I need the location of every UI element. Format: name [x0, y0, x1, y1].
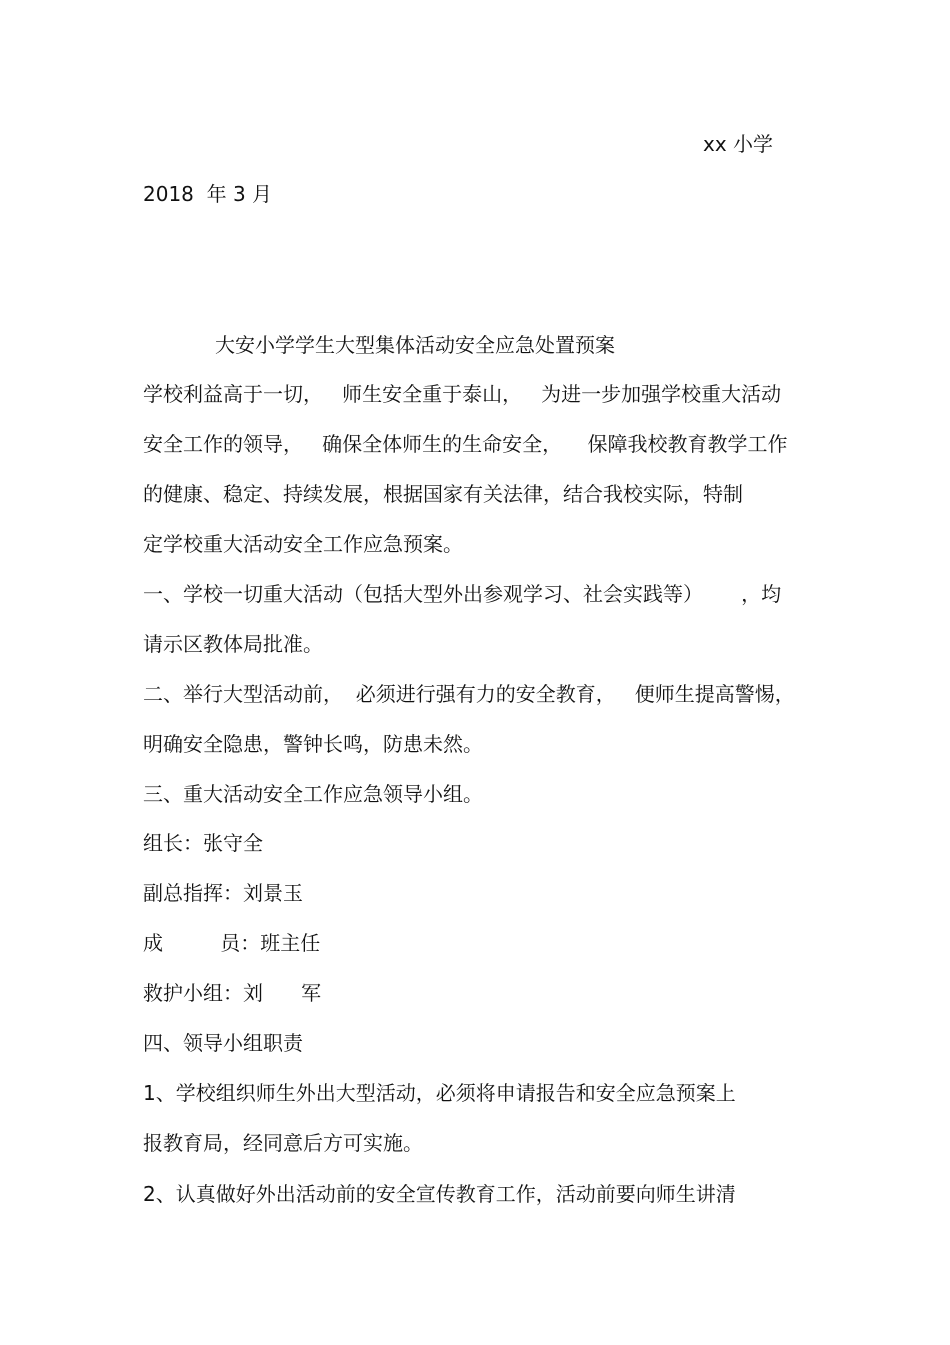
body-line: 安全工作的领导， 确保全体师生的生命安全， 保障我校教育教学工作	[143, 432, 788, 456]
team-leader: 组长：张守全	[143, 831, 263, 855]
body-line: 2、认真做好外出活动前的安全宣传教育工作，活动前要向师生讲清	[143, 1182, 736, 1206]
body-line: 1、学校组织师生外出大型活动，必须将申请报告和安全应急预案上	[143, 1081, 736, 1105]
body-line: 二、举行大型活动前， 必须进行强有力的安全教育， 便师生提高警惕，	[143, 682, 795, 706]
section-heading: 四、领导小组职责	[143, 1031, 303, 1055]
body-line: 请示区教体局批准。	[143, 632, 323, 656]
body-line: 报教育局，经同意后方可实施。	[143, 1131, 423, 1155]
document-date: 2018 年 3 月	[143, 182, 273, 206]
document-title: 大安小学学生大型集体活动安全应急处置预案	[215, 333, 615, 357]
school-name: xx 小学	[703, 132, 774, 156]
body-line: 定学校重大活动安全工作应急预案。	[143, 532, 463, 556]
section-heading: 三、重大活动安全工作应急领导小组。	[143, 782, 483, 806]
rescue-team: 救护小组：刘 军	[143, 981, 322, 1005]
body-line: 学校利益高于一切， 师生安全重于泰山， 为进一步加强学校重大活动	[143, 382, 782, 406]
body-line: 一、学校一切重大活动（包括大型外出参观学习、社会实践等） ，均	[143, 582, 782, 606]
team-members: 成 员：班主任	[143, 931, 321, 955]
body-line: 明确安全隐患，警钟长鸣，防患未然。	[143, 732, 483, 756]
body-line: 的健康、稳定、持续发展，根据国家有关法律，结合我校实际，特制	[143, 482, 743, 506]
deputy-commander: 副总指挥：刘景玉	[143, 881, 303, 905]
